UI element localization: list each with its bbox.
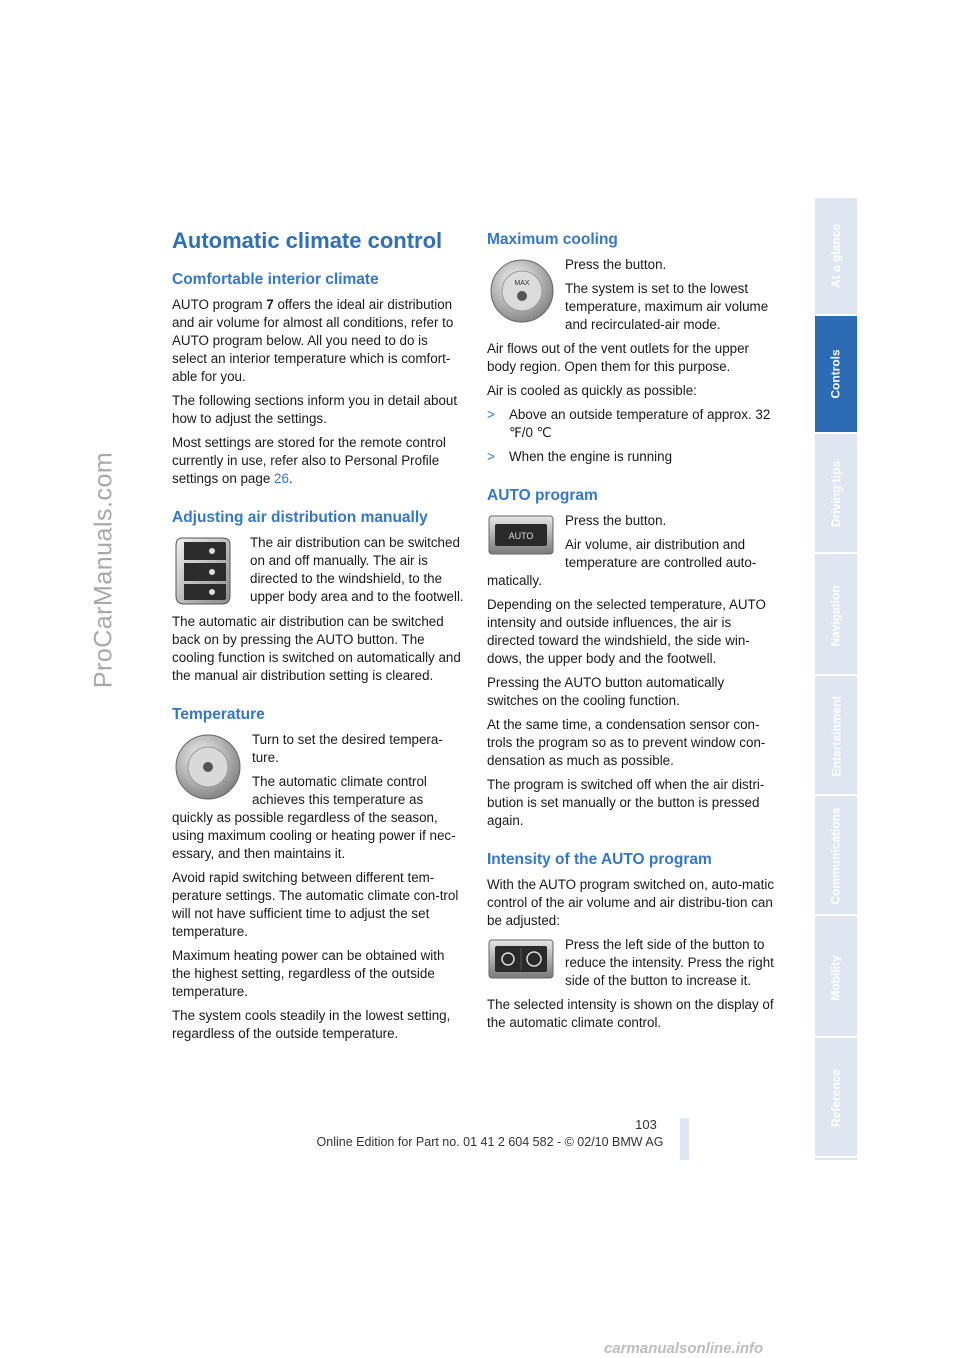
page-title: Automatic climate control bbox=[172, 228, 443, 253]
temperature-knob-icon bbox=[203, 762, 213, 772]
list-item bbox=[487, 448, 779, 466]
max-button-image bbox=[487, 256, 557, 331]
paragraph: The selected intensity is shown on the display of the automatic climate control. bbox=[487, 997, 774, 1030]
auto-button-label: AUTO bbox=[508, 531, 534, 541]
heading-air-distribution: Adjusting air distribution manually bbox=[172, 509, 428, 526]
chapter-tabs bbox=[815, 198, 857, 1160]
bullet-text: When the engine is running bbox=[509, 449, 673, 464]
watermark-text: ProCarManuals.com bbox=[89, 451, 118, 689]
text: . bbox=[288, 471, 293, 486]
intensity-button-image bbox=[487, 936, 557, 987]
bullet-marker: > bbox=[487, 407, 495, 422]
text: offers the ideal air distribution and air volume for almost all conditions, refer to AUTO program below. All you need to do is select an interior temperature which is comfort-able for you. bbox=[172, 297, 454, 384]
footer-accent-bar bbox=[680, 1118, 689, 1160]
tab-controls[interactable] bbox=[815, 316, 857, 434]
paragraph: Press the left side of the button to reduce the intensity. Press the right side of the button to increase it. bbox=[565, 937, 774, 988]
auto-button-image bbox=[487, 512, 557, 563]
tab-entertainment[interactable] bbox=[815, 678, 857, 796]
tab-communications[interactable] bbox=[815, 798, 857, 916]
footer-text: Online Edition for Part no. 01 41 2 604 582 - © 02/10 BMW AG bbox=[316, 1135, 664, 1149]
tab-label: Communications bbox=[829, 807, 843, 905]
temperature-dial-image bbox=[172, 731, 244, 808]
text: Most settings are stored for the remote control currently in use, refer also to Personal Profile settings on page bbox=[172, 435, 446, 486]
section-comfortable-climate bbox=[172, 270, 464, 488]
paragraph bbox=[172, 434, 464, 488]
tab-label: Driving tips bbox=[829, 460, 844, 528]
tab-at-a-glance[interactable] bbox=[815, 198, 857, 316]
page-number: 103 bbox=[635, 1117, 657, 1132]
section-temperature bbox=[172, 705, 464, 1043]
section-air-distribution bbox=[172, 508, 464, 685]
left-column bbox=[172, 270, 464, 1049]
upper-body-icon bbox=[209, 569, 215, 575]
page-link[interactable]: 26 bbox=[274, 471, 289, 486]
paragraph: Press the button. bbox=[565, 513, 667, 528]
tab-navigation[interactable] bbox=[815, 558, 857, 676]
program-number: 7 bbox=[266, 297, 274, 312]
section-auto-program bbox=[487, 486, 779, 830]
section-intensity bbox=[487, 850, 779, 1032]
tab-label: At a glance bbox=[829, 223, 843, 289]
section-maximum-cooling bbox=[487, 230, 779, 466]
paragraph: Avoid rapid switching between different tem-perature settings. The automatic climate con-trol will not have sufficient time to adjust the set temperature. bbox=[172, 870, 459, 939]
tab-label: Controls bbox=[829, 349, 843, 399]
heading-intensity: Intensity of the AUTO program bbox=[487, 851, 712, 868]
paragraph: With the AUTO program switched on, auto-matic control of the air volume and air distribu-tion can be adjusted: bbox=[487, 877, 775, 928]
paragraph: Press the button. bbox=[565, 257, 667, 272]
paragraph: The automatic climate control achieves this temperature as quickly as possible regardless of the season, using maximum cooling or heating power if nec-essary, and then maintains it. bbox=[172, 774, 456, 861]
paragraph: The automatic air distribution can be switched back on by pressing the AUTO button. The cooling function is switched on automatically and the manual air distribution setting is cleared. bbox=[172, 614, 461, 683]
tab-mobility[interactable] bbox=[815, 920, 857, 1038]
paragraph: Turn to set the desired tempera-ture. bbox=[252, 732, 443, 765]
snowflake-icon bbox=[517, 291, 527, 301]
tab-label: Navigation bbox=[829, 585, 843, 647]
bullet-marker: > bbox=[487, 449, 495, 464]
paragraph: The following sections inform you in detail about how to adjust the settings. bbox=[172, 393, 458, 426]
heading-comfortable-climate: Comfortable interior climate bbox=[172, 271, 379, 288]
heading-maximum-cooling: Maximum cooling bbox=[487, 231, 618, 248]
paragraph: At the same time, a condensation sensor con-trols the program so as to prevent window con-densation as much as possible. bbox=[487, 717, 766, 768]
heading-temperature: Temperature bbox=[172, 706, 265, 723]
windshield-icon bbox=[209, 548, 215, 554]
paragraph: Air flows out of the vent outlets for the upper body region. Open them for this purpose. bbox=[487, 341, 750, 374]
footer-logo: carmanualsonline.info bbox=[604, 1340, 764, 1357]
paragraph: Air is cooled as quickly as possible: bbox=[487, 383, 697, 398]
text: AUTO program bbox=[172, 297, 267, 312]
tab-label: Mobility bbox=[829, 955, 844, 1001]
heading-auto-program: AUTO program bbox=[487, 487, 598, 504]
air-distribution-buttons-image bbox=[172, 534, 242, 613]
max-button-label: MAX bbox=[514, 280, 530, 287]
tab-reference[interactable] bbox=[815, 1040, 857, 1158]
paragraph: The air distribution can be switched on and off manually. The air is directed to the windshield, to the upper body area and to the footwell. bbox=[250, 535, 464, 604]
paragraph: The system is set to the lowest temperature, maximum air volume and recirculated-air mode. bbox=[565, 281, 769, 332]
paragraph: Maximum heating power can be obtained with the highest setting, regardless of the outside temperature. bbox=[172, 948, 445, 999]
paragraph: The program is switched off when the air distri-bution is set manually or the button is pressed again. bbox=[487, 777, 765, 828]
paragraph: Air volume, air distribution and temperature are controlled auto-matically. bbox=[487, 537, 757, 588]
list-item bbox=[487, 406, 779, 442]
bullet-text: Above an outside temperature of approx. 32 ℉/0 ℃ bbox=[509, 407, 771, 440]
footwell-icon bbox=[209, 589, 215, 595]
paragraph bbox=[172, 296, 464, 386]
paragraph: Pressing the AUTO button automatically switches on the cooling function. bbox=[487, 675, 725, 708]
tab-label: Reference bbox=[829, 1068, 843, 1128]
right-column bbox=[487, 230, 779, 1038]
paragraph: Depending on the selected temperature, AUTO intensity and outside influences, the air is directed toward the windshield, the side win-dows, the upper body and the footwell. bbox=[487, 597, 766, 666]
tab-label: Entertainment bbox=[829, 695, 843, 777]
paragraph: The system cools steadily in the lowest setting, regardless of the outside temperature. bbox=[172, 1008, 451, 1041]
tab-driving-tips[interactable] bbox=[815, 436, 857, 554]
